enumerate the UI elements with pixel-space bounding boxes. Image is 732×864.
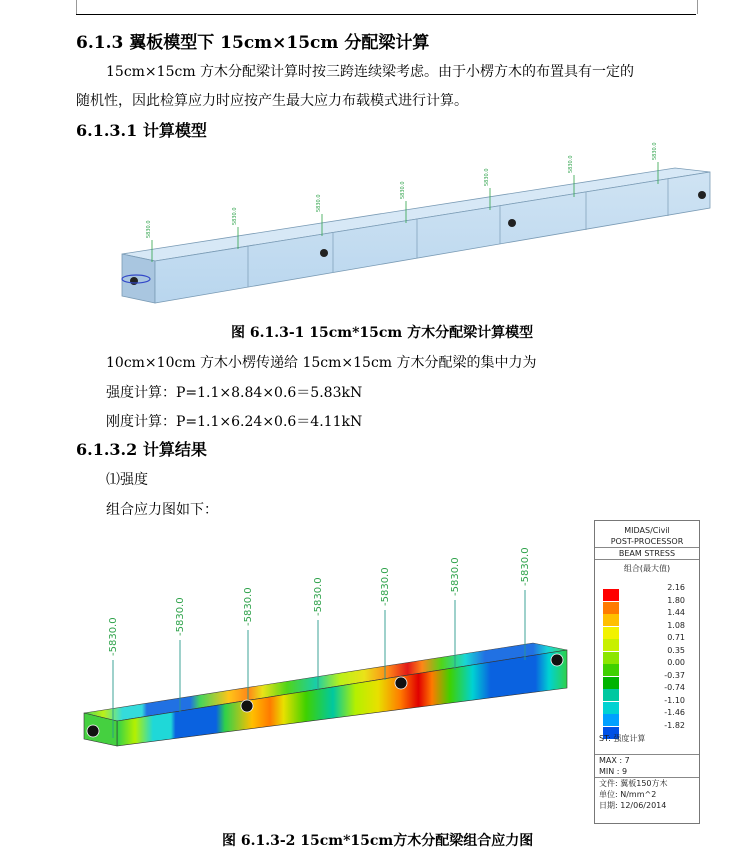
legend-value: 0.71	[667, 633, 685, 642]
model-load-label: 5830.0	[652, 142, 658, 160]
legend-swatch	[603, 639, 619, 651]
subsection-heading-model: 6.1.3.1 计算模型	[76, 121, 207, 140]
legend-swatch	[603, 652, 619, 664]
stress-load-label: -5830.0	[520, 547, 531, 586]
legend-swatch	[603, 602, 619, 614]
intro-line-1: 15cm×15cm 方木分配梁计算时按三跨连续梁考虑。由于小楞方木的布置具有一定的	[106, 64, 635, 80]
stress-load-label: -5830.0	[175, 597, 186, 636]
legend-unit: 单位: N/mm^2	[599, 790, 657, 799]
loads-intro: 10cm×10cm 方木小楞传递给 15cm×15cm 方木分配梁的集中力为	[106, 355, 537, 371]
legend-swatch	[603, 589, 619, 601]
legend-min: MIN : 9	[599, 767, 628, 776]
model-load-label: 5830.0	[232, 207, 238, 225]
model-load-label: 5830.0	[400, 181, 406, 199]
legend-title-3: BEAM STRESS	[618, 549, 676, 558]
model-load-label: 5830.0	[146, 220, 152, 238]
legend-title-1: MIDAS/Civil	[624, 526, 670, 535]
model-load-label: 5830.0	[568, 155, 574, 173]
legend-max: MAX : 7	[599, 756, 630, 765]
legend-date: 日期: 12/06/2014	[599, 801, 667, 810]
stress-load-label: -5830.0	[313, 577, 324, 616]
figure-caption-stress: 图 6.1.3-2 15cm*15cm方木分配梁组合应力图	[222, 833, 534, 849]
legend-file: 文件: 翼板150方木	[599, 779, 668, 788]
model-load-label: 5830.0	[316, 194, 322, 212]
intro-line-2: 随机性，因此检算应力时应按产生最大应力布载模式进行计算。	[76, 93, 468, 109]
result-item-text: 组合应力图如下：	[106, 502, 218, 518]
model-load-label: 5830.0	[484, 168, 490, 186]
legend-value: -0.74	[664, 683, 685, 692]
legend-swatch	[603, 714, 619, 726]
legend-swatch	[603, 702, 619, 714]
load-stiffness: 刚度计算：P=1.1×6.24×0.6＝4.11kN	[106, 414, 363, 430]
stress-legend	[594, 520, 700, 824]
legend-swatch	[603, 614, 619, 626]
legend-swatch	[603, 664, 619, 676]
legend-value: 1.44	[667, 608, 685, 617]
legend-value: 1.08	[667, 620, 685, 630]
legend-value: -0.37	[664, 670, 685, 680]
section-heading: 6.1.3 翼板模型下 15cm×15cm 分配梁计算	[76, 33, 430, 53]
legend-title-4: 组合(最大值)	[623, 564, 671, 573]
figure-caption-model: 图 6.1.3-1 15cm*15cm 方木分配梁计算模型	[231, 325, 534, 341]
legend-value: 0.00	[667, 658, 685, 667]
legend-value: 2.16	[667, 583, 685, 592]
result-item-strength: ⑴强度	[106, 472, 148, 488]
stress-load-label: -5830.0	[108, 617, 119, 656]
legend-value: 0.35	[667, 645, 685, 655]
legend-value: -1.46	[664, 708, 685, 717]
legend-st: ST: 强度计算	[599, 734, 646, 743]
legend-swatch	[603, 677, 619, 689]
subsection-heading-results: 6.1.3.2 计算结果	[76, 440, 207, 459]
legend-value: -1.10	[664, 695, 685, 705]
legend-value: -1.82	[664, 720, 685, 730]
stress-load-label: -5830.0	[450, 557, 461, 596]
stress-load-label: -5830.0	[243, 587, 254, 626]
legend-title-2: POST-PROCESSOR	[610, 537, 684, 546]
legend-value: 1.80	[667, 595, 685, 605]
legend-swatch	[603, 627, 619, 639]
stress-load-label: -5830.0	[380, 567, 391, 606]
load-strength: 强度计算：P=1.1×8.84×0.6＝5.83kN	[106, 385, 363, 401]
legend-swatch	[603, 689, 619, 701]
